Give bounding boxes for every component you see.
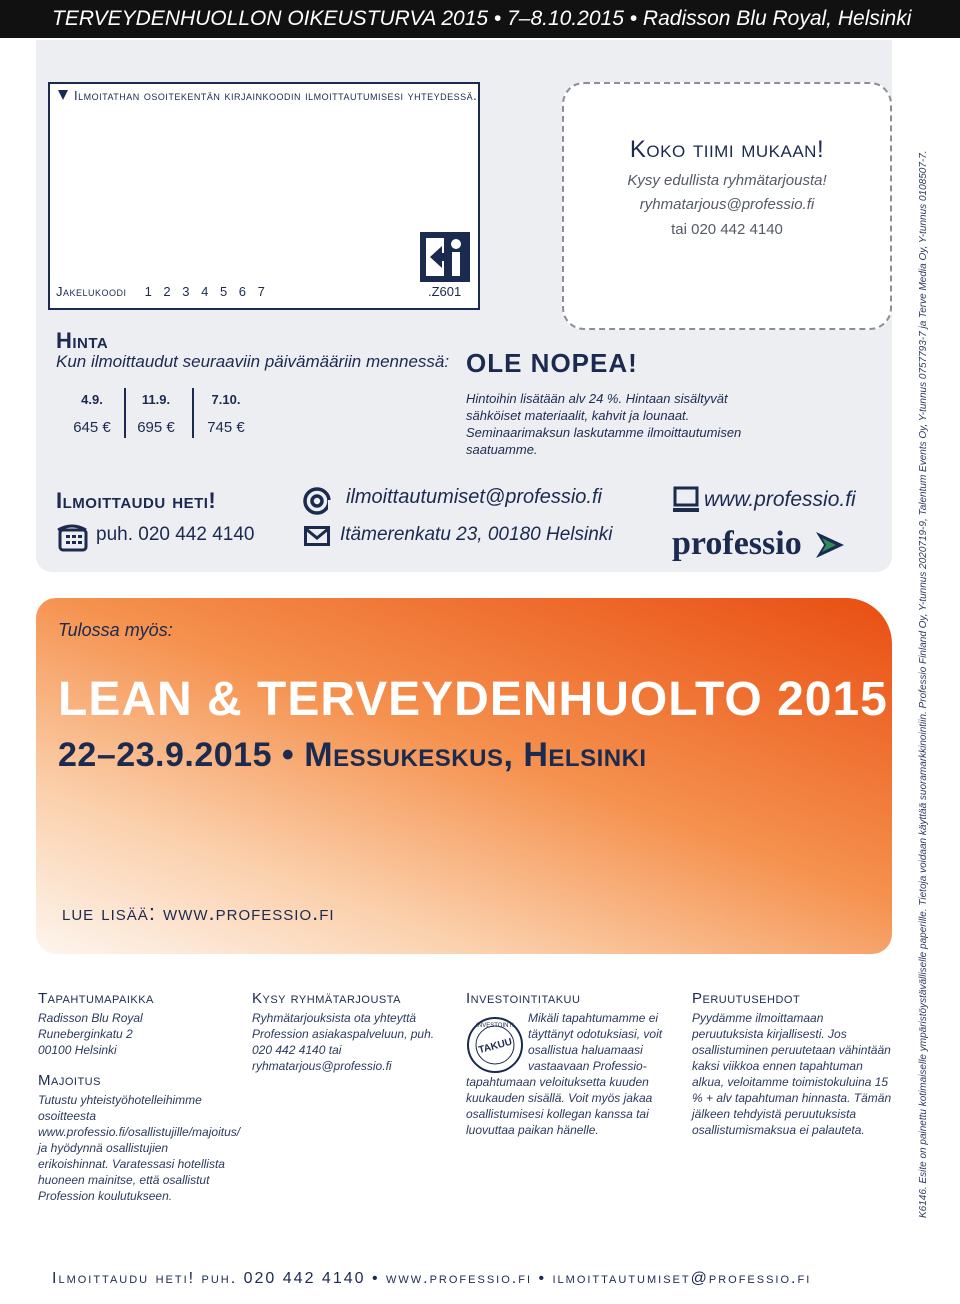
coming-event-date: 22–23.9.2015 • Messukeskus, Helsinki [58,736,647,774]
coming-event-title: LEAN & TERVEYDENHUOLTO 2015 [58,673,888,726]
venue-line: 00100 Helsinki [38,1043,117,1057]
hurry-text: Hintoihin lisätään alv 24 %. Hintaan sisältyvät sähköiset materiaalit, kahvit ja lounaat. Seminaarimaksun laskutamme ilmoittautumisen saatuamme. [466,391,742,457]
price-tier [190,392,262,436]
hurry-title: OLE NOPEA! [466,348,638,378]
price-tier-value: 695 € [137,419,175,436]
address-note: Ilmoitathan osoitekentän kirjainkoodin ilmoittautumisesi yhteydessä. [74,88,478,103]
distribution-code [56,284,269,299]
price-tier-value: 745 € [207,419,245,436]
top-banner: TERVEYDENHUOLLON OIKEUSTURVA 2015 • 7–8.10.2015 • Radisson Blu Royal, Helsinki [0,0,960,38]
venue-line: Runeberginkatu 2 [38,1027,133,1041]
guarantee-badge-icon [466,1016,524,1074]
logo-wordmark: professio [672,525,802,562]
price-tier [120,392,192,436]
venue-line: Radisson Blu Royal [38,1011,143,1025]
guarantee-text-top: Mikäli tapahtumamme ei täyttänyt odotuksiasi, voit osallistua haluamaasi vastaavaan Professio- [528,1011,663,1073]
monitor-icon [672,486,700,514]
register-title: Ilmoittaudu heti! [56,488,217,513]
group-text: Ryhmätarjouksista ota yhteyttä Profession asiakaspalveluun, puh. 020 442 4140 tai ryhmatarjous@professio.fi [252,1011,435,1073]
guarantee-text-bottom: tapahtumaan veloituksetta kuuden kuukauden sisällä. Voit myös jakaa osallistumisesi kollegan kanssa tai luovuttaa paikan hänelle. [466,1075,653,1137]
coming-label: Tulossa myös: [58,620,173,640]
venue-title: Tapahtumapaikka [38,990,154,1007]
price-tier-value: 645 € [73,419,111,436]
coming-event-link[interactable]: lue lisää: www.professio.fi [62,900,335,925]
guarantee-title: Investointitakuu [466,990,581,1007]
group-offer-phone: tai 020 442 4140 [671,221,783,238]
at-sign-icon [302,486,332,516]
price-tier [56,392,128,436]
footer-contact: Ilmoittaudu heti! puh. 020 442 4140 • www.professio.fi • ilmoittautumiset@professio.fi [52,1270,812,1287]
lodging-title: Majoitus [38,1072,101,1089]
register-email[interactable]: ilmoittautumiset@professio.fi [346,486,602,508]
info-exit-icon [420,232,470,282]
group-offer-email[interactable]: ryhmatarjous@professio.fi [639,196,815,213]
legal-sidebar: K6146. Esite on painettu kotimaiselle ympäristöystävälliselle paperille. Tietoja voidaan käyttää suoramarkkinointiin. Professio Finland Oy, Y-tunnus 2020719-9, Talentum Events Oy, Y-tunnus 0757793-7 ja Terve Media Oy, Y-tunnus 0108507-7. [918,150,929,1218]
badge-text: TAKUU [477,1036,514,1057]
price-tier-date: 11.9. [141,392,171,407]
group-title: Kysy ryhmätarjousta [252,990,401,1007]
lodging-text: Tutustu yhteistyöhotelleihimme osoitteesta www.professio.fi/osallistujille/majoitus/ ja hyödynnä osallistujien erikoishinnat. Varatessasi hotellista huoneen mainitse, että osallistut Profession koulutukseen. [38,1093,241,1203]
register-address: Itämerenkatu 23, 00180 Helsinki [340,524,613,545]
address-box [48,82,480,310]
venue-text [38,1010,238,1058]
cancel-title: Peruutusehdot [692,990,801,1007]
distribution-code-digits: 1 2 3 4 5 6 7 [144,284,269,299]
price-subtitle: Kun ilmoittaudut seuraaviin päivämääriin mennessä: [56,352,450,371]
price-title: Hinta [56,328,109,353]
badge-ring-text: INVESTOINTI [476,1023,514,1029]
arrow-down-icon [58,90,68,100]
distribution-code-label: Jakelukoodi [56,284,127,299]
phone-icon [56,522,88,552]
price-tier-date: 7.10. [211,392,241,407]
distribution-letter-code: .Z601 [428,284,462,299]
cancel-text: Pyydämme ilmoittamaan peruutuksista kirjallisesti. Jos osallistuminen peruutetaan vähintään kaksi viikkoa ennen tapahtuman alkua, veloitamme toimistokuluina 15 % + alv tapahtuman hinnasta. Tämän jälkeen tehdyistä peruutuksista osallistumismaksua ei palauteta. [692,1011,892,1137]
price-tier-date: 4.9. [81,392,103,407]
group-offer-line: Kysy edullista ryhmätarjousta! [627,172,827,189]
professio-logo [672,522,852,566]
group-offer-title: Koko tiimi mukaan! [629,136,825,163]
register-website[interactable]: www.professio.fi [704,488,856,511]
envelope-icon [304,526,330,546]
register-phone[interactable]: puh. 020 442 4140 [96,524,255,545]
